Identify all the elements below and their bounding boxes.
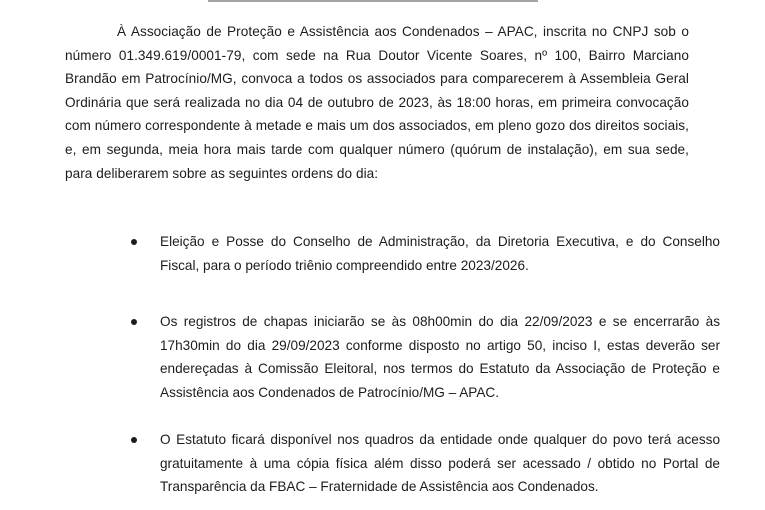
agenda-item-text: Os registros de chapas iniciarão se às 08h00min do dia 22/09/2023 e se encerrarão às 17h30min do dia 29/09/2023 conforme disposto no artigo 50, inciso I, estas deverão ser endereçadas à Comissão Eleitoral, nos termos do Estatuto da Associação de Proteção e Assistência aos Condenados de Patrocínio/MG – APAC. [160, 314, 720, 400]
agenda-item [128, 230, 720, 277]
header-divider [208, 0, 538, 2]
bullet-icon [131, 239, 137, 245]
convocation-paragraph: À Associação de Proteção e Assistência aos Condenados – APAC, inscrita no CNPJ sob o número 01.349.619/0001-79, com sede na Rua Doutor Vicente Soares, nº 100, Bairro Marciano Brandão em Patrocínio/MG, convoca a todos os associados para comparecerem à Assembleia Geral Ordinária que será realizada no dia 04 de outubro de 2023, às 18:00 horas, em primeira convocação com número correspondente à metade e mais um dos associados, em pleno gozo dos direitos sociais, e, em segunda, meia hora mais tarde com qualquer número (quórum de instalação), em sua sede, para deliberarem sobre as seguintes ordens do dia: [65, 24, 689, 181]
bullet-icon [131, 319, 137, 325]
agenda-item [128, 310, 720, 404]
agenda-item-text: Eleição e Posse do Conselho de Administração, da Diretoria Executiva, e do Conselho Fiscal, para o período triênio compreendido entre 2023/2026. [160, 234, 720, 273]
agenda-item-text: O Estatuto ficará disponível nos quadros da entidade onde qualquer do povo terá acesso gratuitamente à uma cópia física além disso poderá ser acessado / obtido no Portal de Transparência da FBAC – Fraternidade de Assistência aos Condenados. [160, 432, 720, 495]
bullet-icon [131, 437, 137, 443]
agenda-item [128, 428, 720, 499]
